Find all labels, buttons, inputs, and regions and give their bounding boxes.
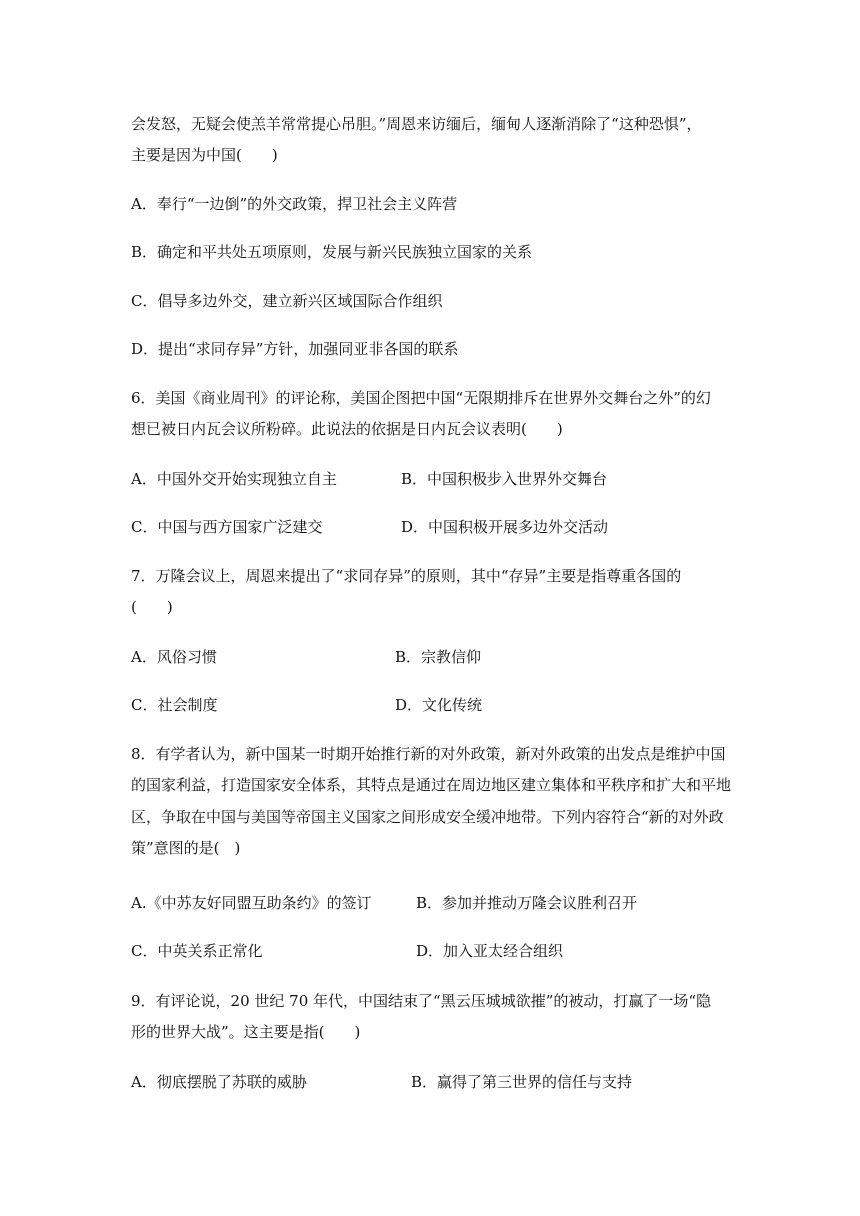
q6-stem-line-1: 6．美国《商业周刊》的评论称，美国企图把中国“无限期排斥在世界外交舞台之外”的幻 xyxy=(131,389,711,407)
q7-option-c: C．社会制度 xyxy=(131,696,218,714)
q8-option-d: D．加入亚太经合组织 xyxy=(416,942,564,960)
q8-stem-line-1: 8．有学者认为，新中国某一时期开始推行新的对外政策，新对外政策的出发点是维护中国 xyxy=(131,745,726,763)
q5-option-c: C．倡导多边外交，建立新兴区域国际合作组织 xyxy=(131,292,443,310)
q7-option-b: B．宗教信仰 xyxy=(395,648,482,666)
q8-stem-line-2: 的国家利益，打造国家安全体系，其特点是通过在周边地区建立集体和平秩序和扩大和平地 xyxy=(131,776,732,794)
q6-stem-line-2: 想已被日内瓦会议所粉碎。此说法的依据是日内瓦会议表明( ) xyxy=(131,420,563,438)
q8-stem-line-4: 策”意图的是( ) xyxy=(131,839,241,857)
q9-option-b: B．赢得了第三世界的信任与支持 xyxy=(411,1073,633,1091)
q5-stem-line-2: 主要是因为中国( ) xyxy=(131,146,278,164)
q7-stem-line-2: ( ) xyxy=(131,598,173,616)
q5-option-b: B．确定和平共处五项原则，发展与新兴民族独立国家的关系 xyxy=(131,243,533,261)
q7-option-d: D．文化传统 xyxy=(395,696,483,714)
q7-option-a: A．风俗习惯 xyxy=(131,648,217,666)
q6-option-c: C．中国与西方国家广泛建交 xyxy=(131,518,323,536)
q8-option-a: A.《中苏友好同盟互助条约》的签订 xyxy=(131,894,372,912)
q5-option-a: A．奉行“一边倒”的外交政策，捍卫社会主义阵营 xyxy=(131,195,458,213)
q8-option-c: C．中英关系正常化 xyxy=(131,942,263,960)
q6-option-d: D．中国积极开展多边外交活动 xyxy=(401,518,609,536)
q5-stem-line-1: 会发怒，无疑会使羔羊常常提心吊胆。”周恩来访缅后，缅甸人逐渐消除了“这种恐惧”， xyxy=(131,115,702,133)
q5-option-d: D．提出“求同存异”方针，加强同亚非各国的联系 xyxy=(131,340,459,358)
q6-option-b: B．中国积极步入世界外交舞台 xyxy=(401,470,608,488)
q7-stem-line-1: 7．万隆会议上，周恩来提出了“求同存异”的原则，其中“存异”主要是指尊重各国的 xyxy=(131,567,682,585)
q9-option-a: A．彻底摆脱了苏联的威胁 xyxy=(131,1073,307,1091)
q8-stem-line-3: 区，争取在中国与美国等帝国主义国家之间形成安全缓冲地带。下列内容符合“新的对外政 xyxy=(131,808,724,826)
q9-stem-line-1: 9．有评论说，20 世纪 70 年代，中国结束了“黑云压城城欲摧”的被动，打赢了一场“隐 xyxy=(131,992,712,1010)
q6-option-a: A．中国外交开始实现独立自主 xyxy=(131,470,337,488)
q8-option-b: B．参加并推动万隆会议胜利召开 xyxy=(416,894,638,912)
q9-stem-line-2: 形的世界大战”。这主要是指( ) xyxy=(131,1023,361,1041)
